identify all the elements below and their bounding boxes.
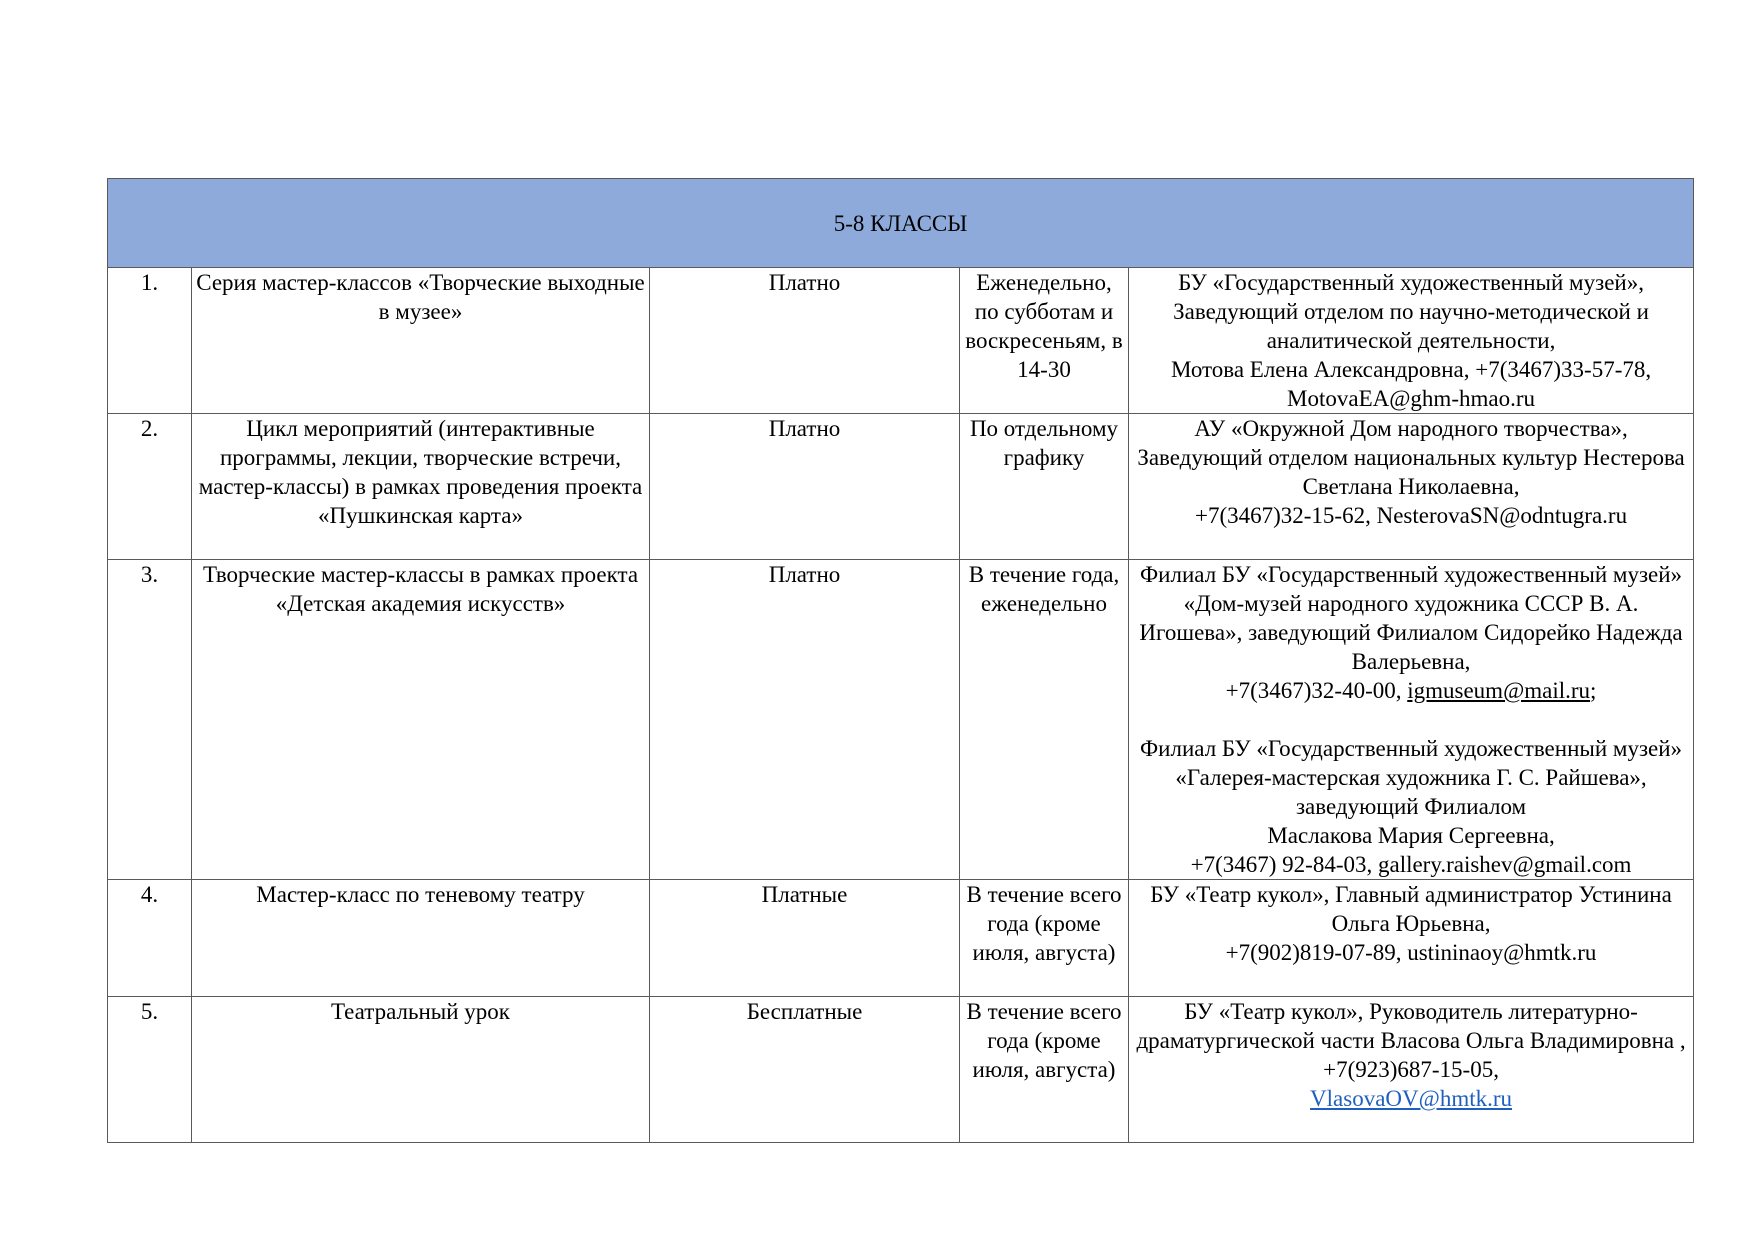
event-schedule: В течение года, еженедельно: [960, 560, 1129, 880]
event-schedule: Еженедельно, по субботам и воскресеньям, в 14-30: [960, 268, 1129, 414]
contact-branch-raishev: Филиал БУ «Государственный художественный музей» «Галерея-мастерская художника Г. С. Райшева», заведующий Филиалом Маслакова Мария Сергеевна, +7(3467) 92-84-03, gallery.raishev@gmail.com: [1140, 736, 1683, 877]
payment-type: Платные: [650, 880, 960, 997]
event-name: Мастер-класс по теневому театру: [192, 880, 650, 997]
table-row: [108, 880, 1694, 997]
row-number: 3.: [108, 560, 192, 880]
table-row: [108, 560, 1694, 880]
row-number: 2.: [108, 414, 192, 560]
contact-spacer: [1133, 705, 1689, 734]
organizer-contact: [1129, 560, 1694, 880]
events-table: [107, 178, 1694, 1143]
table-row: [108, 268, 1694, 414]
section-title: 5-8 КЛАССЫ: [108, 179, 1694, 268]
igmuseum-email-link[interactable]: igmuseum@mail.ru: [1407, 678, 1591, 703]
section-header-row: [108, 179, 1694, 268]
organizer-contact: БУ «Государственный художественный музей», Заведующий отделом по научно-методической и аналитической деятельности, Мотова Елена Александровна, +7(3467)33-57-78, MotovaEA@ghm-hmao.ru: [1129, 268, 1694, 414]
organizer-contact: АУ «Окружной Дом народного творчества», Заведующий отделом национальных культур Нестерова Светлана Николаевна, +7(3467)32-15-62, NesterovaSN@odntugra.ru: [1129, 414, 1694, 560]
row-number: 4.: [108, 880, 192, 997]
event-name: Театральный урок: [192, 997, 650, 1143]
payment-type: Бесплатные: [650, 997, 960, 1143]
organizer-contact: [1129, 997, 1694, 1143]
event-schedule: По отдельному графику: [960, 414, 1129, 560]
contact-branch-igoshev-text: Филиал БУ «Государственный художественный музей» «Дом-музей народного художника СССР В. А. Игошева», заведующий Филиалом Сидорейко Надежда Валерьевна, +7(3467)32-40-00,: [1139, 562, 1683, 703]
row-number: 1.: [108, 268, 192, 414]
payment-type: Платно: [650, 268, 960, 414]
event-name: Цикл мероприятий (интерактивные программы, лекции, творческие встречи, мастер-классы) в рамках проведения проекта «Пушкинская карта»: [192, 414, 650, 560]
event-name: Творческие мастер-классы в рамках проекта «Детская академия искусств»: [192, 560, 650, 880]
payment-type: Платно: [650, 414, 960, 560]
contact-theatre-text: БУ «Театр кукол», Руководитель литературно-драматургической части Власова Ольга Владимировна , +7(923)687-15-05,: [1136, 999, 1686, 1082]
payment-type: Платно: [650, 560, 960, 880]
event-schedule: В течение всего года (кроме июля, августа): [960, 997, 1129, 1143]
table-row: [108, 997, 1694, 1143]
event-schedule: В течение всего года (кроме июля, августа): [960, 880, 1129, 997]
row-number: 5.: [108, 997, 192, 1143]
contact-branch-igoshev-tail: ;: [1590, 678, 1597, 703]
event-name: Серия мастер-классов «Творческие выходные в музее»: [192, 268, 650, 414]
vlasova-email-link[interactable]: VlasovaOV@hmtk.ru: [1310, 1086, 1513, 1111]
table-row: [108, 414, 1694, 560]
organizer-contact: БУ «Театр кукол», Главный администратор Устинина Ольга Юрьевна, +7(902)819-07-89, ustininaoy@hmtk.ru: [1129, 880, 1694, 997]
contact-branch-igoshev: [1133, 560, 1689, 705]
